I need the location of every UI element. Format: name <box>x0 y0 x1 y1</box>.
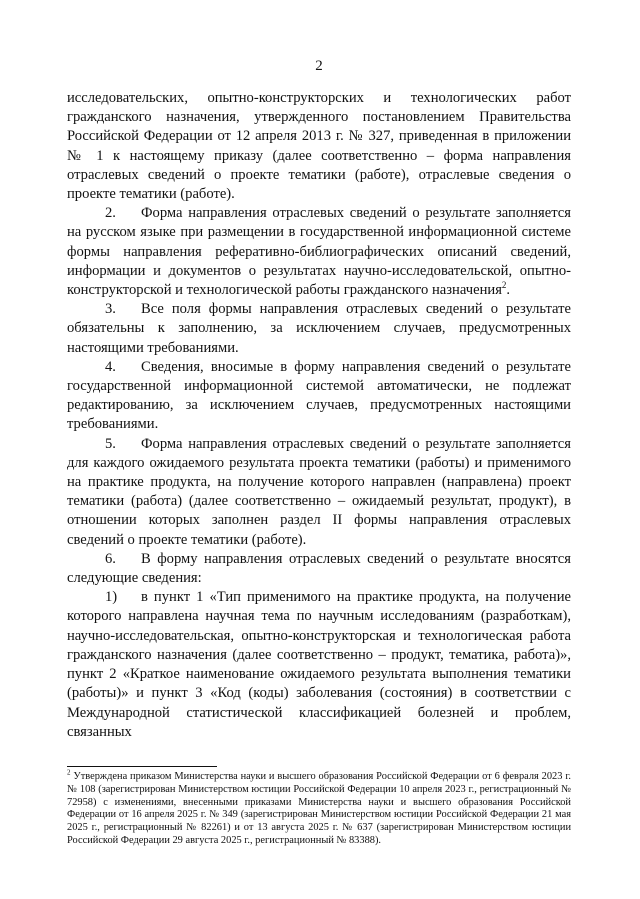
paragraph-text: в пункт 1 «Тип применимого на практике продукта, на получение которого направлена научная тема по научным исследованиям (разработкам), научно-исследовательская, опытно-конструкторская и технологическая работа гражданского назначения (далее соответственно – продукт, тематика, работа)», пункт 2 «Краткое наименование ожидаемого результата выполнения тематики (работы)» и пункт 3 «Код (коды) заболевания (состояния) в соответствии с Международной статистической классификацией болезней и проблем, связанных <box>67 589 571 740</box>
paragraph-5 <box>67 435 571 550</box>
footnote-reference[interactable]: 2 <box>501 280 507 291</box>
paragraph-4 <box>67 358 571 435</box>
footnote-divider <box>67 766 217 767</box>
paragraph-number: 6. <box>105 550 116 567</box>
page-number: 2 <box>315 58 323 74</box>
paragraph-3 <box>67 300 571 358</box>
paragraph-continuation <box>67 89 571 204</box>
paragraph-text: Сведения, вносимые в форму направления сведений о результате государственной информационной системой автоматически, не подлежат редактированию, за исключением случаев, предусмотренных настоящими требованиями. <box>67 358 571 433</box>
paragraph-text: В форму направления отраслевых сведений о результате вносятся следующие сведения: <box>67 550 571 587</box>
subparagraph-1 <box>67 588 571 742</box>
paragraph-number: 1) <box>105 589 118 606</box>
paragraph-number: 5. <box>105 435 116 452</box>
paragraph-text: Форма направления отраслевых сведений о результате заполняется для каждого ожидаемого результата проекта тематики (работы) и применимого на практике продукта, на получение которого направлен (направлена) проект тематики (работа) (далее соответственно – ожидаемый результат, продукт), в отношении которых заполнен раздел II формы направления отраслевых сведений о проекте тематики (работе). <box>67 435 571 548</box>
paragraph-number: 2. <box>105 205 116 222</box>
paragraph-6 <box>67 550 571 588</box>
footnote-text: Утверждена приказом Министерства науки и высшего образования Российской Федерации от 6 февраля 2023 г. № 108 (зарегистрирован Министерством юстиции Российской Федерации 10 апреля 2023 г., регистрационный № 72958) с изменениями, внесенными приказами Министерства науки и высшего образования Российской Федерации от 16 апреля 2025 г. № 349 (зарегистрирован Министерством юстиции Российской Федерации 21 мая 2025 г., регистрационный № 82261) и от 13 августа 2025 г. № 637 (зарегистрирован Министерством юстиции Российской Федерации 29 августа 2025 г., регистрационный № 83388). <box>67 770 572 846</box>
paragraph-text: Все поля формы направления отраслевых сведений о результате обязательны к заполнению, за исключением случаев, предусмотренных настоящими требованиями. <box>67 301 571 356</box>
paragraph-text: исследовательских, опытно-конструкторских и технологических работ гражданского назначения, утвержденного постановлением Правительства Российской Федерации от 12 апреля 2013 г. № 327, приведенная в приложении № 1 к настоящему приказу (далее соответственно – форма направления отраслевых сведений о проекте тематики (работе), отраслевые сведения о проекте тематики (работе). <box>67 90 571 203</box>
paragraph-tail: . <box>506 282 511 299</box>
paragraph-number: 3. <box>105 301 116 318</box>
footnote-mark: 2 <box>67 768 71 777</box>
paragraph-2 <box>67 204 571 300</box>
footnote <box>67 768 572 848</box>
paragraph-number: 4. <box>105 358 116 375</box>
paragraph-text: Форма направления отраслевых сведений о результате заполняется на русском языке при размещении в государственной информационной системе формы направления реферативно-библиографических описаний сведений, информации и документов о результатах научно-исследовательской, опытно-конструкторской и технологической работы гражданского назначения <box>67 205 571 299</box>
